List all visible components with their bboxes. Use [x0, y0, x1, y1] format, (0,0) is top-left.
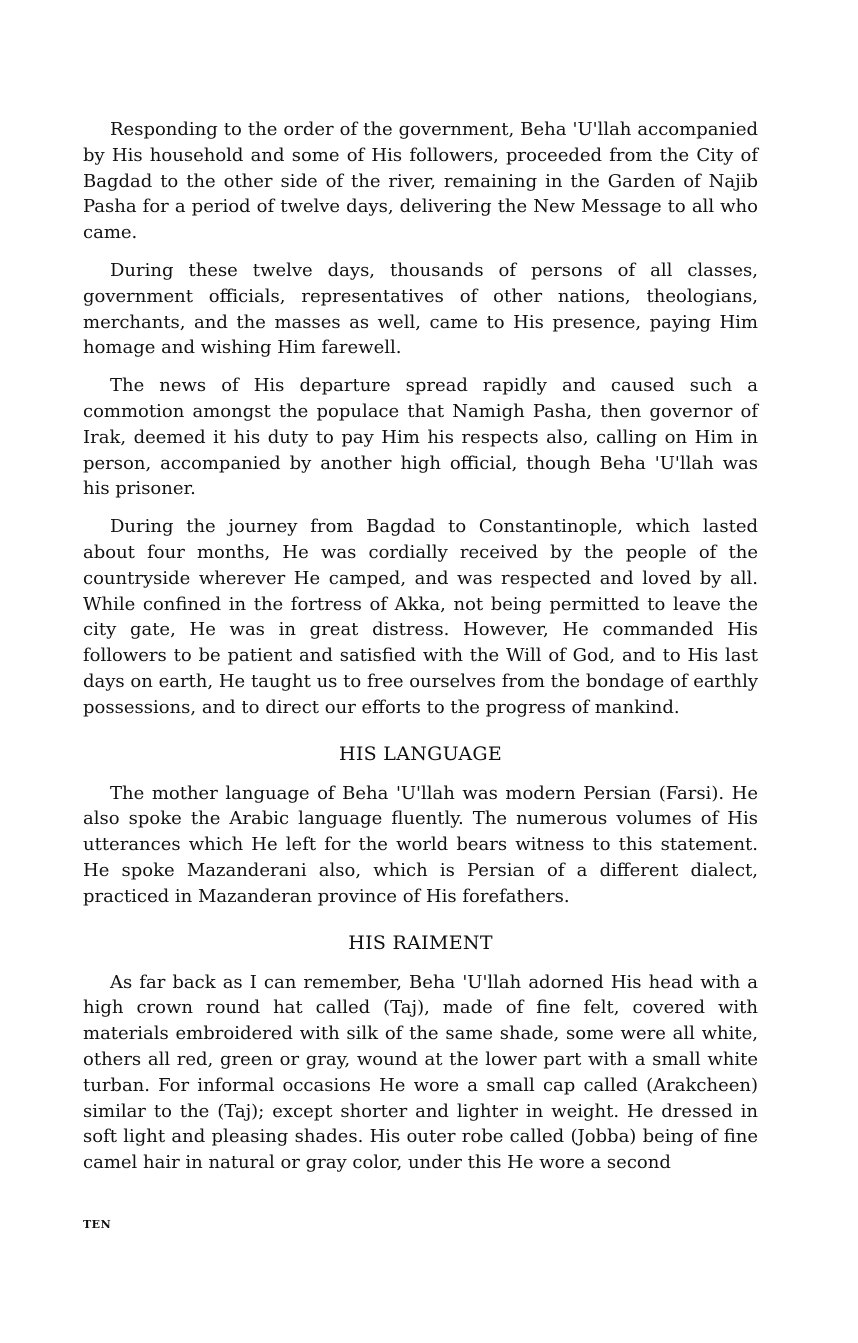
heading-his-language: HIS LANGUAGE	[338, 742, 503, 765]
paragraph-language: The mother language of Beha 'U'llah was modern Persian (Farsi). He also spoke the Arabic language fluently. The numerous volumes of His utterances which He left for the world bears witness to this statement. He spoke Mazanderani also, which is Persian of a different dialect, practiced in Mazanderan province of His forefathers.	[83, 782, 758, 907]
paragraph-twelve-days: During these twelve days, thousands of persons of all classes, government officials, representatives of other nations, theologians, merchants, and the masses as well, came to His presence, paying Him homage and wishing Him farewell.	[83, 259, 758, 359]
page-number: TEN	[83, 1218, 112, 1231]
paragraph-news: The news of His departure spread rapidly and caused such a commotion amongst the populace that Namigh Pasha, then governor of Irak, deemed it his duty to pay Him his respects also, calling on Him in person, accompanied by another high official, though Beha 'U'llah was his prisoner.	[83, 375, 758, 500]
page-body	[83, 117, 758, 1188]
heading-his-raiment: HIS RAIMENT	[348, 931, 493, 954]
paragraph-raiment: As far back as I can remember, Beha 'U'llah adorned His head with a high crown round hat called (Taj), made of fine felt, covered with materials embroidered with silk of the same shade, some were all white, others all red, green or gray, wound at the lower part with a small white turban. For informal occasions He wore a small cap called (Arakcheen) similar to the (Taj); except shorter and lighter in weight. He dressed in soft light and pleasing shades. His outer robe called (Jobba) being of fine camel hair in natural or gray color, under this He wore a second	[83, 971, 758, 1174]
paragraph-journey: During the journey from Bagdad to Constantinople, which lasted about four months, He was cordially received by the people of the countryside wherever He camped, and was respected and loved by all. While confined in the fortress of Akka, not being permitted to leave the city gate, He was in great distress. However, He commanded His followers to be patient and satisfied with the Will of God, and to His last days on earth, He taught us to free ourselves from the bondage of earthly possessions, and to direct our efforts to the progress of mankind.	[83, 516, 758, 718]
paragraph-departure: Responding to the order of the government, Beha 'U'llah accompanied by His household and some of His followers, proceeded from the City of Bagdad to the other side of the river, remaining in the Garden of Najib Pasha for a period of twelve days, delivering the New Message to all who came.	[83, 119, 758, 244]
